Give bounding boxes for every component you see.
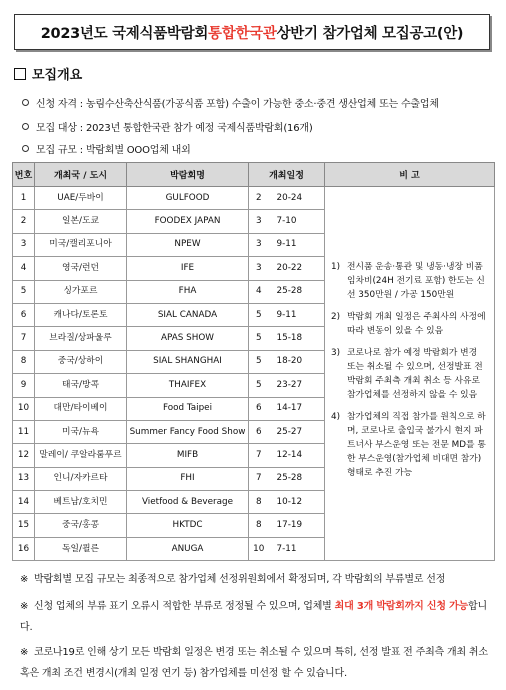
cell-no: 2 [13, 210, 35, 233]
cell-expo: SIAL CANADA [127, 303, 249, 326]
cell-expo: ANUGA [127, 537, 249, 560]
note-number: 2) [331, 311, 341, 322]
cell-city: 싱가포르 [35, 280, 127, 303]
bullet-text: 모집 규모 : 박람회별 OOO업체 내외 [36, 145, 191, 156]
cell-days: 25-28 [269, 467, 325, 490]
footnote-3 [20, 642, 490, 684]
cell-city: 브라질/상파울루 [35, 327, 127, 350]
expo-table [12, 162, 495, 561]
cell-no: 15 [13, 514, 35, 537]
cell-city: 미국/뉴욕 [35, 420, 127, 443]
cell-city: 인니/자카르타 [35, 467, 127, 490]
cell-days: 18-20 [269, 350, 325, 373]
cell-month: 4 [249, 280, 269, 303]
cell-month: 5 [249, 374, 269, 397]
bullet-text: 신청 자격 : 농림수산축산식품(가공식품 포함) 수출이 가능한 중소·중견 생산업체 또는 수출업체 [36, 99, 439, 110]
cell-city: UAE/두바이 [35, 187, 127, 210]
title-accent: 통합한국관 [208, 25, 277, 42]
cell-days: 12-14 [269, 444, 325, 467]
note-item [331, 410, 488, 480]
header-schedule: 개최일정 [249, 163, 325, 187]
footnote-text-end: 합니다. [20, 601, 487, 633]
cell-no: 6 [13, 303, 35, 326]
cell-no: 1 [13, 187, 35, 210]
cell-no: 5 [13, 280, 35, 303]
header-city: 개최국 / 도시 [35, 163, 127, 187]
cell-days: 25-28 [269, 280, 325, 303]
cell-expo: NPEW [127, 233, 249, 256]
note-mark: ※ [20, 647, 29, 658]
note-text: 전시품 운송·통관 및 냉동·냉장 비품 임차비(24H 전기료 포함) 한도는 신선 350만원 / 가공 150만원 [347, 261, 485, 300]
cell-city: 일본/도쿄 [35, 210, 127, 233]
title-text: 2023년도 국제식품박람회 [40, 25, 209, 42]
cell-days: 9-11 [269, 303, 325, 326]
cell-city: 베트남/호치민 [35, 491, 127, 514]
footnote-text: 코로나19로 인해 상기 모든 박람회 일정은 변경 또는 취소될 수 있으며 특히, 선정 발표 전 주최측 개최 취소 혹은 개최 조건 변경시(개최 일정 연기 등) 참가업체를 미선정 할 수 있습니다. [20, 647, 488, 679]
cell-city: 영국/런던 [35, 257, 127, 280]
cell-days: 7-10 [269, 210, 325, 233]
header-no: 번호 [13, 163, 35, 187]
note-item [331, 260, 488, 302]
circle-bullet-icon [22, 123, 29, 130]
circle-bullet-icon [22, 99, 29, 106]
note-item [331, 310, 488, 338]
bullet-eligibility [22, 95, 439, 110]
bullet-scale [22, 141, 191, 156]
footnote-highlight: 최대 3개 박람회까지 신청 가능 [334, 601, 469, 612]
cell-expo: FOODEX JAPAN [127, 210, 249, 233]
cell-no: 13 [13, 467, 35, 490]
section-title: 모집개요 [32, 68, 83, 83]
footnote-2 [20, 596, 490, 638]
bullet-target [22, 119, 313, 134]
cell-expo: Summer Fancy Food Show [127, 420, 249, 443]
cell-expo: SIAL SHANGHAI [127, 350, 249, 373]
cell-month: 6 [249, 420, 269, 443]
cell-expo: Food Taipei [127, 397, 249, 420]
cell-expo: Vietfood & Beverage [127, 491, 249, 514]
cell-month: 10 [249, 537, 269, 560]
header-notes: 비 고 [325, 163, 495, 187]
note-mark: ※ [20, 574, 29, 585]
cell-days: 9-11 [269, 233, 325, 256]
cell-month: 8 [249, 491, 269, 514]
cell-days: 20-24 [269, 187, 325, 210]
cell-no: 8 [13, 350, 35, 373]
table-row [13, 187, 495, 210]
cell-expo: MIFB [127, 444, 249, 467]
header-expo: 박람회명 [127, 163, 249, 187]
cell-no: 12 [13, 444, 35, 467]
square-bullet-icon [14, 68, 26, 80]
cell-days: 23-27 [269, 374, 325, 397]
note-text: 코로나로 참가 예정 박람회가 변경 또는 취소될 수 있으며, 선정발표 전 박람회 주최측 개최 취소 등 사유로 참가업체를 선정하지 않을 수 있음 [347, 347, 483, 400]
cell-month: 8 [249, 514, 269, 537]
table-header-row [13, 163, 495, 187]
cell-month: 3 [249, 257, 269, 280]
bullet-text: 모집 대상 : 2023년 통합한국관 참가 예정 국제식품박람회(16개) [36, 123, 313, 134]
note-number: 1) [331, 261, 341, 272]
cell-city: 중국/홍콩 [35, 514, 127, 537]
cell-expo: HKTDC [127, 514, 249, 537]
cell-days: 20-22 [269, 257, 325, 280]
note-mark: ※ [20, 601, 29, 612]
note-item [331, 346, 488, 402]
cell-city: 말레이/ 쿠알라룸푸르 [35, 444, 127, 467]
cell-expo: IFE [127, 257, 249, 280]
cell-month: 7 [249, 467, 269, 490]
cell-month: 2 [249, 187, 269, 210]
cell-city: 중국/상하이 [35, 350, 127, 373]
cell-month: 6 [249, 397, 269, 420]
cell-month: 3 [249, 210, 269, 233]
cell-city: 미국/캘리포니아 [35, 233, 127, 256]
cell-no: 4 [13, 257, 35, 280]
cell-city: 대만/타이베이 [35, 397, 127, 420]
cell-expo: FHA [127, 280, 249, 303]
cell-days: 7-11 [269, 537, 325, 560]
cell-days: 17-19 [269, 514, 325, 537]
notes-cell [325, 187, 495, 561]
section-heading [14, 64, 82, 83]
cell-days: 25-27 [269, 420, 325, 443]
cell-city: 캐나다/토론토 [35, 303, 127, 326]
cell-month: 5 [249, 350, 269, 373]
note-text: 참가업체의 직접 참가를 원칙으로 하며, 코로나로 출입국 불가시 현지 파트너사 부스운영 또는 전문 MD를 통한 부스운영(참가업체 비대면 참가) 형태로 추진 가능 [347, 411, 486, 478]
cell-no: 9 [13, 374, 35, 397]
cell-month: 7 [249, 444, 269, 467]
cell-expo: APAS SHOW [127, 327, 249, 350]
cell-days: 10-12 [269, 491, 325, 514]
cell-city: 태국/방콕 [35, 374, 127, 397]
note-number: 3) [331, 347, 341, 358]
cell-days: 14-17 [269, 397, 325, 420]
footnote-text: 박람회별 모집 규모는 최종적으로 참가업체 선정위원회에서 확정되며, 각 박람회의 부류별로 선정 [34, 574, 446, 585]
circle-bullet-icon [22, 145, 29, 152]
note-text: 박람회 개최 일정은 주최사의 사정에 따라 변동이 있을 수 있음 [347, 311, 486, 336]
cell-expo: FHI [127, 467, 249, 490]
note-number: 4) [331, 411, 341, 422]
cell-no: 3 [13, 233, 35, 256]
page-title [14, 14, 490, 50]
cell-no: 7 [13, 327, 35, 350]
footnote-1 [20, 573, 490, 587]
cell-month: 3 [249, 233, 269, 256]
title-text-end: 상반기 참가업체 모집공고(안) [276, 25, 464, 42]
cell-month: 5 [249, 303, 269, 326]
cell-days: 15-18 [269, 327, 325, 350]
cell-no: 11 [13, 420, 35, 443]
cell-expo: THAIFEX [127, 374, 249, 397]
cell-no: 16 [13, 537, 35, 560]
cell-no: 14 [13, 491, 35, 514]
footnote-text: 신청 업체의 부류 표기 오류시 적합한 부류로 정정될 수 있으며, 업체별 [34, 601, 335, 612]
cell-month: 5 [249, 327, 269, 350]
cell-no: 10 [13, 397, 35, 420]
cell-expo: GULFOOD [127, 187, 249, 210]
cell-city: 독일/쾰른 [35, 537, 127, 560]
